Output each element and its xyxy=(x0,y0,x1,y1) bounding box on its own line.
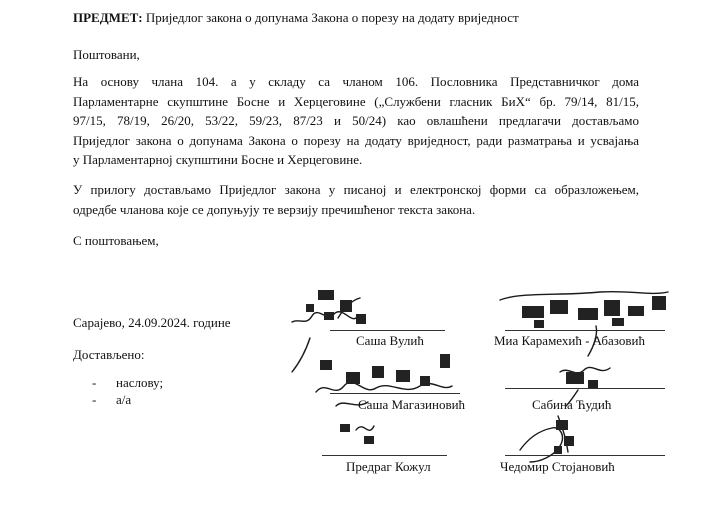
paragraph-line: На основу члана 104. а у складу са чланом 106. Пословника Представничког дома xyxy=(73,74,639,89)
redaction-block xyxy=(440,354,450,368)
signature-line xyxy=(505,455,665,456)
redaction-block xyxy=(566,372,584,384)
paragraph-line: одредбе чланова које се допуњују те верзију пречишћеног текста закона. xyxy=(73,201,476,217)
redaction-block xyxy=(588,380,598,388)
greeting: Поштовани, xyxy=(73,47,140,62)
signature-stroke xyxy=(500,292,668,300)
subject-line xyxy=(73,8,519,27)
paragraph-line: у Парламентарној скупштини Босне и Херцеговине. xyxy=(73,152,363,167)
redaction-block xyxy=(556,420,568,430)
place-date: Сарајево, 24.09.2024. године xyxy=(73,315,231,330)
signatory-name: Саша Вулић xyxy=(356,333,424,348)
body-paragraph-2 xyxy=(73,180,639,219)
redaction-block xyxy=(550,300,568,314)
signature-line xyxy=(505,388,665,389)
redaction-block xyxy=(564,436,574,446)
redaction-block xyxy=(306,304,314,312)
signatory-name: Миа Карамехић - Абазовић xyxy=(494,333,645,348)
signature-stroke xyxy=(560,367,610,372)
redaction-block xyxy=(604,300,620,316)
delivered-item: наслову; xyxy=(116,375,164,390)
signature-line xyxy=(322,455,447,456)
signature-stroke xyxy=(292,338,310,372)
redaction-block xyxy=(522,306,544,318)
closing: С поштовањем, xyxy=(73,233,159,248)
delivered-item: а/а xyxy=(116,392,132,407)
redaction-block xyxy=(652,296,666,310)
redaction-block xyxy=(396,370,410,382)
redaction-block xyxy=(364,436,374,444)
redaction-block xyxy=(320,360,332,370)
signature-line xyxy=(330,393,460,394)
redaction-block xyxy=(420,376,430,386)
redaction-block xyxy=(346,372,360,384)
signature-stroke xyxy=(558,416,568,452)
paragraph-line: 97/15, 78/19, 26/20, 53/22, 59/23, 87/23 и 50/24) као овлашћени предлагачи достављамо xyxy=(73,113,639,128)
signatory-name: Сабина Ћудић xyxy=(532,397,612,412)
redaction-block xyxy=(628,306,644,316)
delivered-bullet: - xyxy=(92,392,97,407)
paragraph-line: Приједлог закона о допунама Закона о порезу на додату вриједност, ради разматрања и усвајања xyxy=(73,132,639,148)
signature-stroke xyxy=(338,298,360,318)
signatory-name: Саша Магазиновић xyxy=(358,397,466,412)
subject-text: Приједлог закона о допунама Закона о порезу на додату вриједност xyxy=(142,10,519,25)
body-paragraph-1 xyxy=(73,72,639,170)
signatory-name: Чедомир Стојановић xyxy=(500,459,615,474)
redaction-block xyxy=(578,308,598,320)
paragraph-line: У прилогу достављамо Приједлог закона у писаној и електронској форми са образложењем, xyxy=(73,182,639,197)
signature-stroke xyxy=(316,382,452,392)
redaction-block xyxy=(372,366,384,378)
delivered-bullet: - xyxy=(92,375,97,390)
signature-stroke xyxy=(292,312,356,322)
delivered-label: Достављено: xyxy=(73,347,145,362)
redaction-block xyxy=(612,318,624,326)
redaction-block xyxy=(554,446,562,454)
redaction-block xyxy=(340,424,350,432)
redaction-block xyxy=(356,314,366,324)
signature-stroke xyxy=(356,426,374,430)
paragraph-line: Парламентарне скупштине Босне и Херцеговине („Службени гласник БиХ“ бр. 79/14, 81/15, xyxy=(73,93,639,109)
redaction-block xyxy=(340,300,352,312)
redaction-block xyxy=(324,312,334,320)
redaction-block xyxy=(318,290,334,300)
redaction-block xyxy=(534,320,544,328)
subject-label: ПРЕДМЕТ: xyxy=(73,10,143,25)
signatory-name: Предраг Кожул xyxy=(346,459,431,474)
